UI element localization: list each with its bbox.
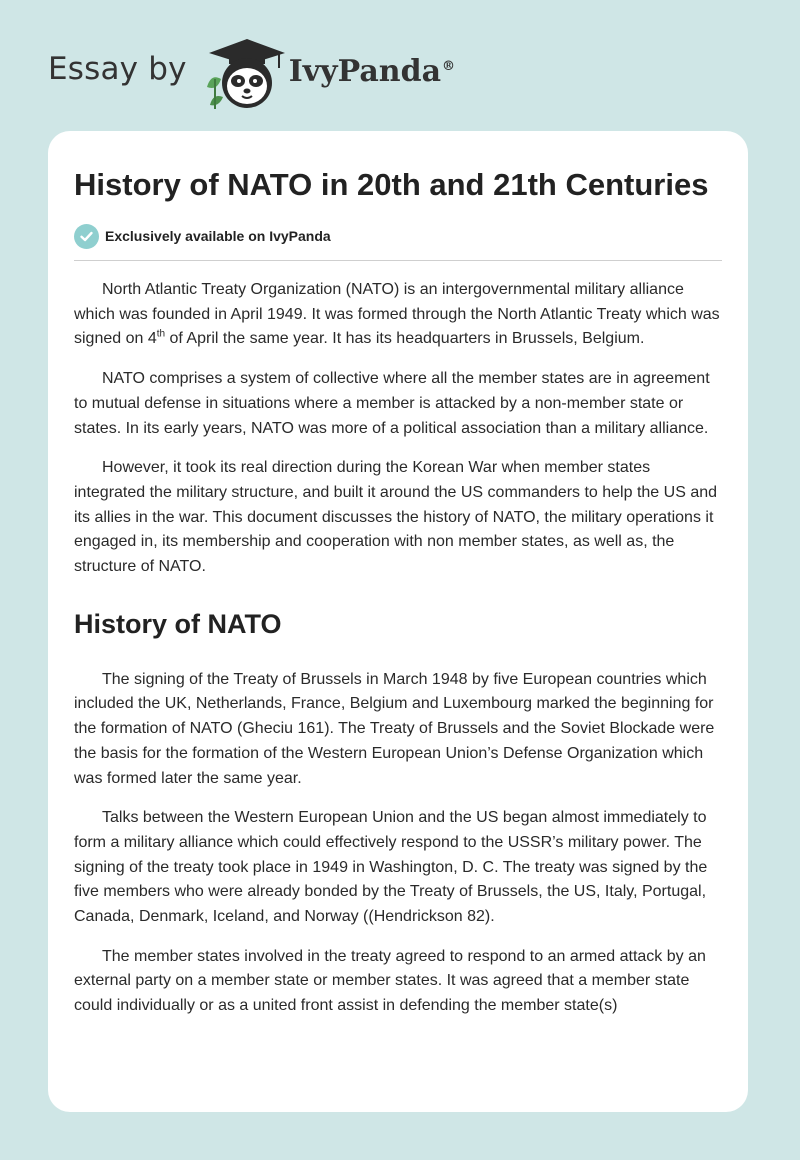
check-icon [74,224,99,249]
site-header [48,34,455,114]
exclusive-badge [74,223,722,249]
history-paragraph-3: The member states involved in the treaty agreed to respond to an armed attack by an external party on a member state or member states. It was agreed that a member state could individually or as a united front assist in defending the member state(s) [74,947,706,1015]
divider [74,260,722,261]
ordinal-suffix: th [156,329,166,341]
intro-paragraph-1 [74,278,722,352]
exclusive-badge-text: Exclusively available on IvyPanda [105,228,331,244]
history-paragraph-1: The signing of the Treaty of Brussels in March 1948 by five European countries which included the UK, Netherlands, France, Belgium and Luxembourg marked the beginning for the formation of NATO (Gheciu 161). The Treaty of Brussels and the Soviet Blockade were the basis for the formation of the Western European Union’s Defense Organization which was formed later the same year. [74,670,715,787]
essay-by-label: Essay by [48,51,187,87]
intro-paragraph-1-tail: of April the same year. It has its headquarters in Brussels, Belgium. [165,330,645,348]
brand-text: IvyPanda [288,53,442,89]
section-heading-history: History of NATO [74,608,282,639]
essay-title: History of NATO in 20th and 21th Centuries [74,167,709,202]
intro-paragraph-1-text: North Atlantic Treaty Organization (NATO) is an intergovernmental military alliance which was founded in April 1949. It was formed through the North Atlantic Treaty which was signed on 4 [74,281,720,348]
panda-graduate-icon[interactable] [201,35,287,113]
essay-card [48,131,748,1112]
intro-paragraph-2: NATO comprises a system of collective where all the member states are in agreement to mutual defense in situations where a member is attacked by a non-member state or states. In its early years, NATO was more of a political association than a military alliance. [74,370,710,437]
intro-paragraph-3: However, it took its real direction during the Korean War when member states integrated the military structure, and built it around the US commanders to help the US and its allies in the war. This document discusses the history of NATO, the military operations it engaged in, its membership and cooperation with non member states, as well as, the structure of NATO. [74,459,718,576]
brand-name [289,54,455,89]
registered-mark: ® [442,58,456,74]
history-paragraph-2: Talks between the Western European Union and the US began almost immediately to form a military alliance which could effectively respond to the USSR’s military power. The signing of the treaty took place in 1949 in Washington, D. C. The treaty was signed by the five members who were already bonded by the Treaty of Brussels, the US, Italy, Portugal, Canada, Denmark, Iceland, and Norway ((Hendrickson 82). [74,809,708,926]
